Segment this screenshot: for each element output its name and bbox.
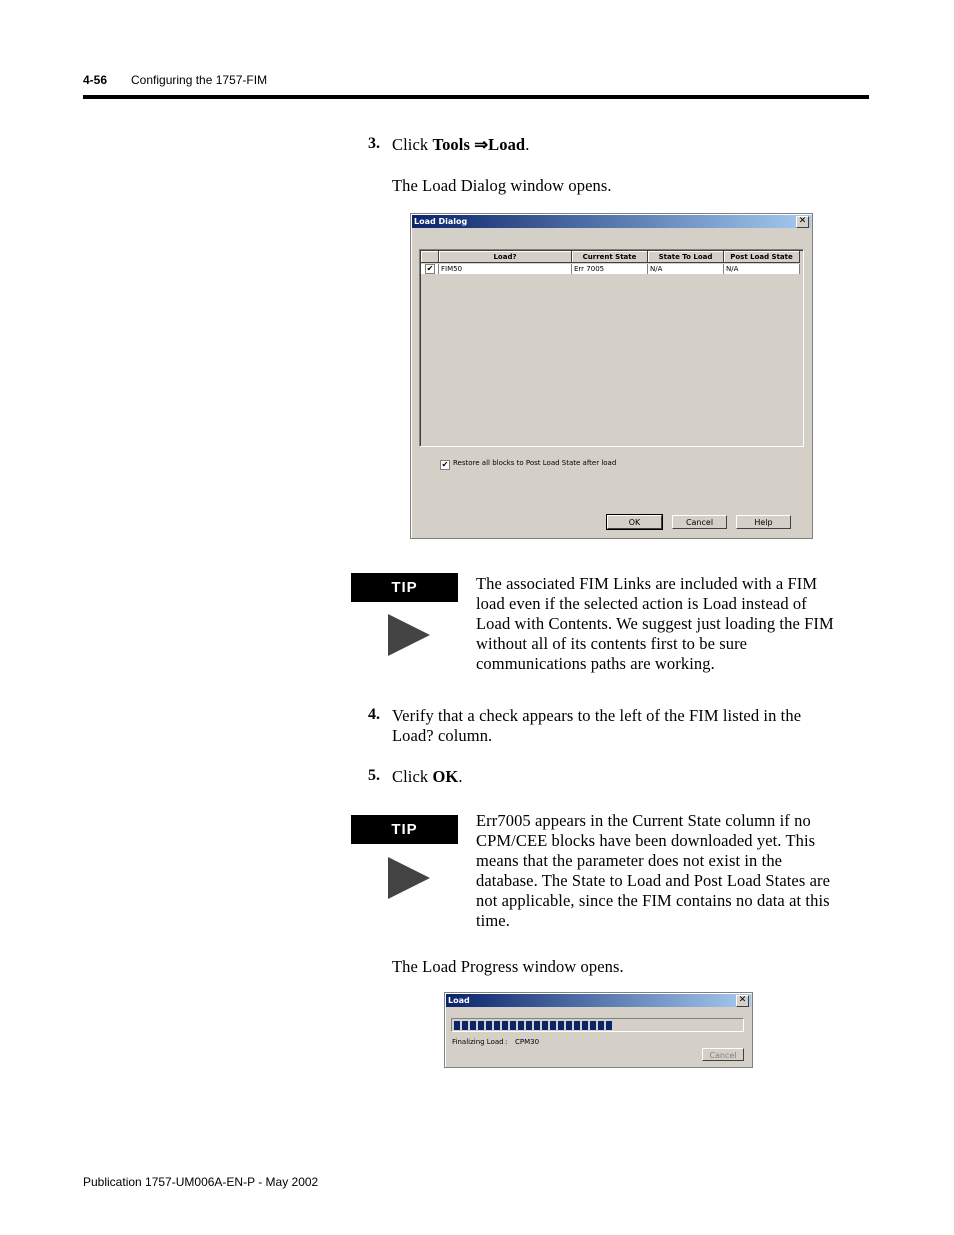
step-5-text: Click OK.: [392, 767, 463, 786]
step-3-menu-path: Tools ⇒Load: [432, 135, 526, 154]
tip-label: TIP: [351, 815, 458, 844]
ok-button[interactable]: OK: [607, 515, 662, 529]
page-number: 4-56: [83, 73, 108, 87]
progress-segment: [582, 1021, 588, 1030]
col-header-state-to-load[interactable]: State To Load: [648, 251, 724, 263]
progress-segment: [534, 1021, 540, 1030]
progress-segment: [558, 1021, 564, 1030]
step-3-number: 3.: [368, 135, 380, 152]
progress-segment: [454, 1021, 460, 1030]
close-icon[interactable]: ✕: [736, 995, 749, 1007]
load-status-value: CPM30: [515, 1038, 540, 1046]
load-window-titlebar: [446, 994, 751, 1007]
restore-checkbox[interactable]: ✔: [441, 460, 449, 469]
tip-1-text: The associated FIM Links are included with a FIM load even if the selected action is Load instead of Load with Contents. We suggest just loading the FIM without all of its contents first to be sure communications paths are working.: [476, 574, 834, 673]
load-window-title: Load: [448, 996, 470, 1005]
progress-segment: [478, 1021, 484, 1030]
load-status-separator: :: [505, 1038, 508, 1046]
load-dialog-title: Load Dialog: [414, 217, 468, 226]
load-dialog-window: [410, 213, 813, 539]
progress-segment: [486, 1021, 492, 1030]
load-progress-bar: [451, 1018, 744, 1032]
progress-segment: [510, 1021, 516, 1030]
publication-footer: Publication 1757-UM006A-EN-P - May 2002: [83, 1175, 319, 1189]
row-current-state: Err 7005: [572, 264, 648, 274]
load-grid: [419, 249, 804, 447]
progress-segment: [518, 1021, 524, 1030]
step-4-text: Verify that a check appears to the left of the FIM listed in the Load? column.: [392, 706, 802, 745]
progress-segment: [494, 1021, 500, 1030]
progress-segment: [502, 1021, 508, 1030]
load-progress-intro: The Load Progress window opens.: [392, 957, 624, 976]
progress-segment: [462, 1021, 468, 1030]
grid-corner: [421, 251, 439, 263]
progress-segment: [574, 1021, 580, 1030]
progress-segment: [470, 1021, 476, 1030]
tip-arrow-icon: [388, 857, 430, 899]
load-status-label: Finalizing Load: [452, 1038, 504, 1046]
col-header-load[interactable]: Load?: [439, 251, 572, 263]
progress-segment: [550, 1021, 556, 1030]
chapter-title: Configuring the 1757-FIM: [131, 73, 268, 87]
tip-label: TIP: [351, 573, 458, 602]
progress-segment: [606, 1021, 612, 1030]
row-name: FIM50: [439, 264, 572, 274]
step-5-number: 5.: [368, 767, 380, 784]
row-state-to-load: N/A: [648, 264, 724, 274]
progress-segment: [590, 1021, 596, 1030]
load-checkbox[interactable]: ✔: [426, 264, 434, 273]
progress-segment: [566, 1021, 572, 1030]
load-cancel-button[interactable]: Cancel: [702, 1048, 744, 1061]
progress-segment: [598, 1021, 604, 1030]
row-check-cell: [421, 264, 439, 274]
load-progress-window: [444, 992, 753, 1068]
tip-2-text: Err7005 appears in the Current State column if no CPM/CEE blocks have been downloaded yet. This means that the parameter does not exist in the database. The State to Load and Post Load States are not applicable, since the FIM contains no data at this time.: [476, 811, 831, 930]
step-4-number: 4.: [368, 706, 380, 723]
load-dialog-titlebar: [412, 215, 811, 228]
step-3-text: Click Tools ⇒Load.: [392, 135, 530, 154]
cancel-button[interactable]: Cancel: [672, 515, 727, 529]
restore-label: Restore all blocks to Post Load State after load: [453, 459, 617, 467]
tip-arrow-icon: [388, 614, 430, 656]
col-header-current-state[interactable]: Current State: [572, 251, 648, 263]
close-icon[interactable]: ✕: [796, 216, 809, 228]
table-row[interactable]: [421, 264, 800, 274]
header-rule: [83, 95, 869, 99]
progress-segment: [542, 1021, 548, 1030]
row-post-load-state: N/A: [724, 264, 800, 274]
step-3-followup: The Load Dialog window opens.: [392, 176, 612, 195]
col-header-post-load-state[interactable]: Post Load State: [724, 251, 800, 263]
help-button[interactable]: Help: [736, 515, 791, 529]
progress-segment: [526, 1021, 532, 1030]
